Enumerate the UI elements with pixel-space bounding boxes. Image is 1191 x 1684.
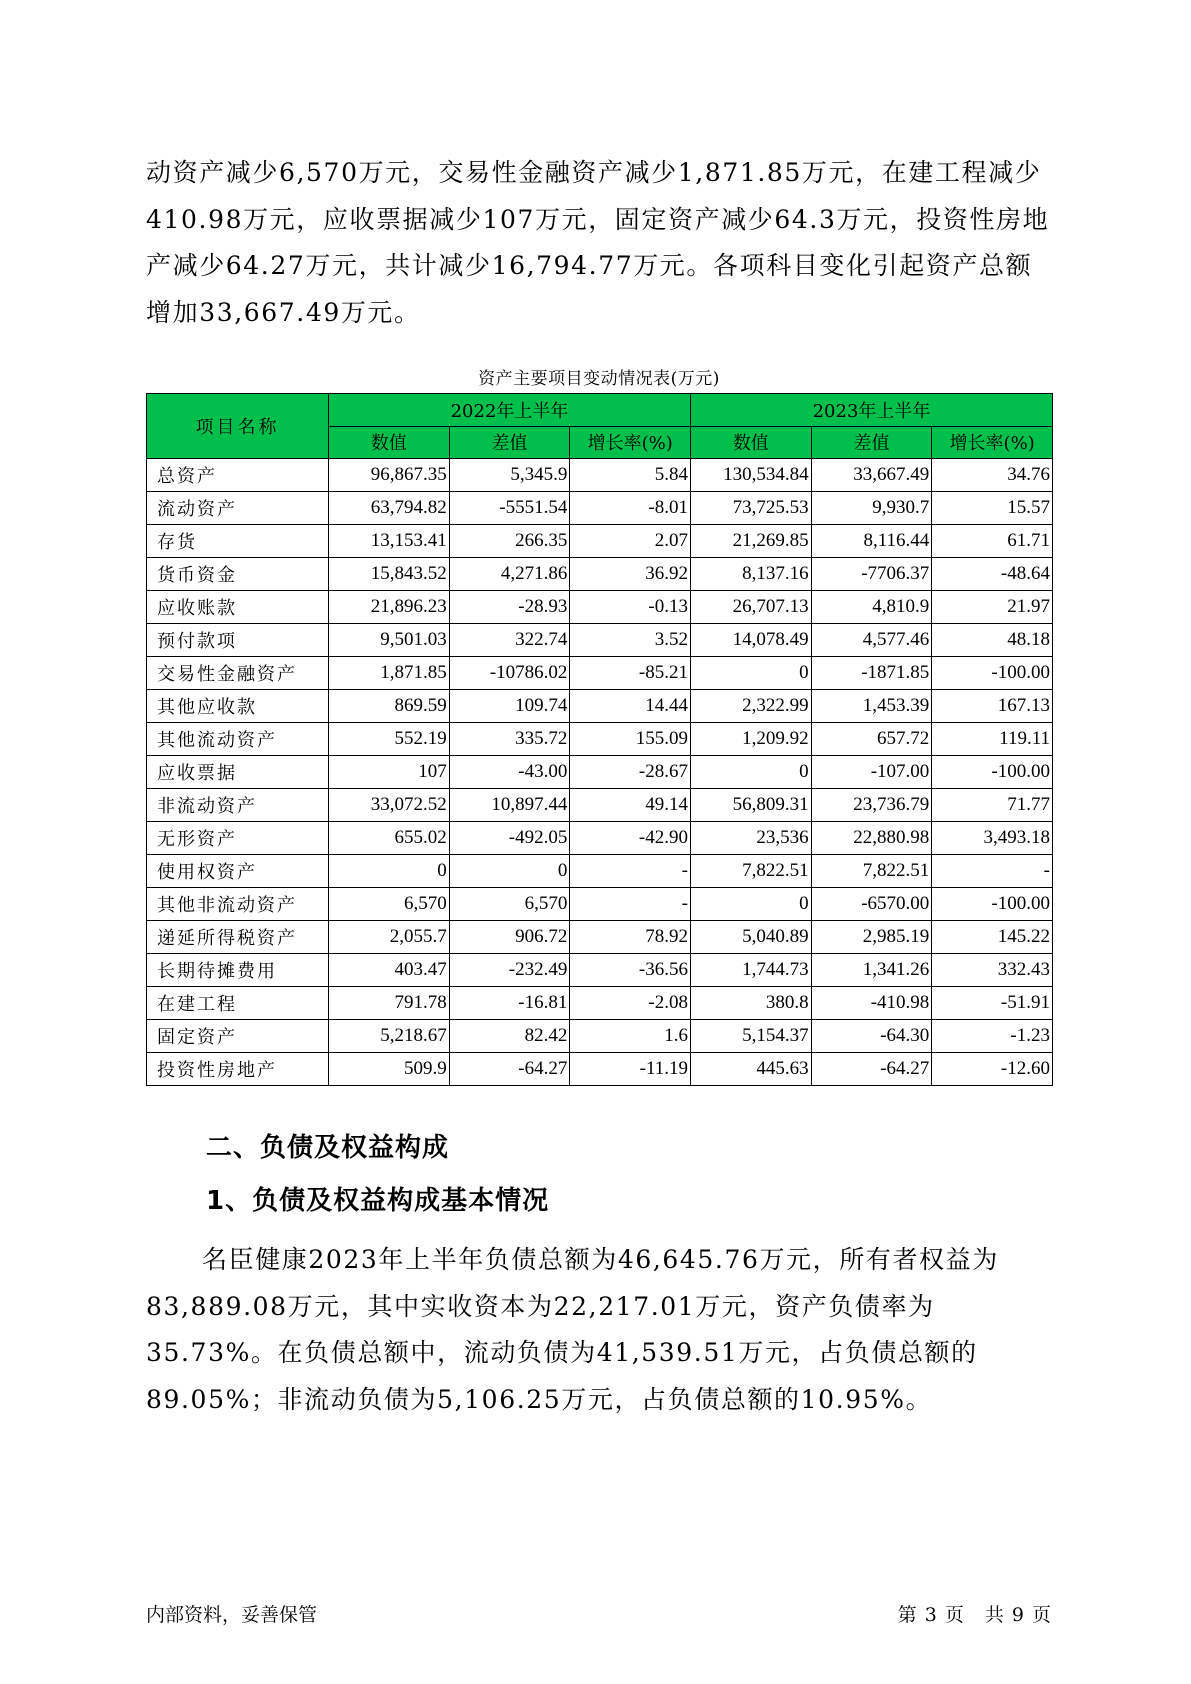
header-value-2022: 数值: [329, 426, 450, 459]
table-row: [147, 1020, 1053, 1053]
row-item-name: 其他非流动资产: [147, 888, 329, 921]
cell-r22: 14.44: [570, 690, 691, 723]
cell-d22: -10786.02: [449, 657, 570, 690]
cell-d23: 1,453.39: [811, 690, 932, 723]
cell-v22: 21,896.23: [329, 591, 450, 624]
body-paragraph-assets-summary: 动资产减少6,570万元，交易性金融资产减少1,871.85万元，在建工程减少410.98万元，应收票据减少107万元，固定资产减少64.3万元，投资性房地产减少64.27万元，共计减少16,794.77万元。各项科目变化引起资产总额增加33,667.49万元。: [146, 158, 1050, 327]
cell-v23: 7,822.51: [691, 855, 812, 888]
header-group-2022: 2022年上半年: [329, 394, 691, 427]
cell-d23: 2,985.19: [811, 921, 932, 954]
row-item-name: 应收账款: [147, 591, 329, 624]
cell-r22: -42.90: [570, 822, 691, 855]
header-rate-2022: 增长率(%): [570, 426, 691, 459]
cell-d22: 266.35: [449, 525, 570, 558]
cell-v23: 26,707.13: [691, 591, 812, 624]
table-row: [147, 1053, 1053, 1086]
row-item-name: 应收票据: [147, 756, 329, 789]
cell-r23: -12.60: [932, 1053, 1053, 1086]
cell-r22: -: [570, 855, 691, 888]
cell-r22: 1.6: [570, 1020, 691, 1053]
cell-d22: -64.27: [449, 1053, 570, 1086]
cell-v23: 1,209.92: [691, 723, 812, 756]
cell-v22: 552.19: [329, 723, 450, 756]
cell-v22: 791.78: [329, 987, 450, 1020]
table-body: [147, 459, 1053, 1086]
table-row: [147, 558, 1053, 591]
cell-v23: 5,040.89: [691, 921, 812, 954]
cell-d23: -410.98: [811, 987, 932, 1020]
cell-v22: 33,072.52: [329, 789, 450, 822]
cell-r23: 119.11: [932, 723, 1053, 756]
cell-v23: 380.8: [691, 987, 812, 1020]
row-item-name: 总资产: [147, 459, 329, 492]
cell-d22: 335.72: [449, 723, 570, 756]
table-row: [147, 822, 1053, 855]
table-row: [147, 888, 1053, 921]
cell-d23: 8,116.44: [811, 525, 932, 558]
row-item-name: 流动资产: [147, 492, 329, 525]
cell-d22: 109.74: [449, 690, 570, 723]
cell-v22: 509.9: [329, 1053, 450, 1086]
row-item-name: 非流动资产: [147, 789, 329, 822]
cell-v23: 56,809.31: [691, 789, 812, 822]
cell-d23: -1871.85: [811, 657, 932, 690]
cell-d22: 6,570: [449, 888, 570, 921]
cell-r23: 48.18: [932, 624, 1053, 657]
cell-d23: -6570.00: [811, 888, 932, 921]
cell-v23: 14,078.49: [691, 624, 812, 657]
cell-v22: 0: [329, 855, 450, 888]
cell-v22: 403.47: [329, 954, 450, 987]
table-row: [147, 492, 1053, 525]
cell-d22: -28.93: [449, 591, 570, 624]
cell-r23: 21.97: [932, 591, 1053, 624]
table-row: [147, 789, 1053, 822]
header-value-2023: 数值: [691, 426, 812, 459]
body-paragraph-liabilities-text: 名臣健康2023年上半年负债总额为46,645.76万元，所有者权益为83,889.08万元，其中实收资本为22,217.01万元，资产负债率为35.73%。在负债总额中，流动负债为41,539.51万元，占负债总额的89.05%；非流动负债为5,106.25万元，占负债总额的10.95%。: [146, 1245, 999, 1414]
cell-r22: 155.09: [570, 723, 691, 756]
header-diff-2022: 差值: [449, 426, 570, 459]
section-heading: 二、负债及权益构成: [206, 1133, 450, 1163]
cell-d23: 33,667.49: [811, 459, 932, 492]
header-diff-2023: 差值: [811, 426, 932, 459]
cell-v23: 445.63: [691, 1053, 812, 1086]
table-row: [147, 954, 1053, 987]
row-item-name: 预付款项: [147, 624, 329, 657]
cell-v22: 869.59: [329, 690, 450, 723]
table-caption: 资产主要项目变动情况表(万元): [478, 369, 720, 389]
table-row: [147, 690, 1053, 723]
cell-v23: 21,269.85: [691, 525, 812, 558]
cell-r23: 332.43: [932, 954, 1053, 987]
cell-r23: -1.23: [932, 1020, 1053, 1053]
cell-r23: 167.13: [932, 690, 1053, 723]
cell-r22: -28.67: [570, 756, 691, 789]
row-item-name: 交易性金融资产: [147, 657, 329, 690]
cell-r22: -: [570, 888, 691, 921]
row-item-name: 递延所得税资产: [147, 921, 329, 954]
cell-d23: -64.27: [811, 1053, 932, 1086]
footer-confidential-note: 内部资料，妥善保管: [146, 1604, 318, 1626]
cell-r22: 3.52: [570, 624, 691, 657]
cell-r23: 145.22: [932, 921, 1053, 954]
cell-d22: -43.00: [449, 756, 570, 789]
cell-v22: 96,867.35: [329, 459, 450, 492]
cell-d22: -5551.54: [449, 492, 570, 525]
cell-d23: 4,810.9: [811, 591, 932, 624]
cell-d23: -107.00: [811, 756, 932, 789]
cell-r22: -36.56: [570, 954, 691, 987]
cell-r23: -100.00: [932, 756, 1053, 789]
table-row: [147, 525, 1053, 558]
cell-r22: -8.01: [570, 492, 691, 525]
cell-r22: 36.92: [570, 558, 691, 591]
cell-v22: 6,570: [329, 888, 450, 921]
cell-d23: -64.30: [811, 1020, 932, 1053]
cell-v22: 2,055.7: [329, 921, 450, 954]
cell-r23: 15.57: [932, 492, 1053, 525]
row-item-name: 货币资金: [147, 558, 329, 591]
table-row: [147, 855, 1053, 888]
row-item-name: 固定资产: [147, 1020, 329, 1053]
cell-r22: 78.92: [570, 921, 691, 954]
table-row: [147, 723, 1053, 756]
cell-d22: 906.72: [449, 921, 570, 954]
cell-v22: 15,843.52: [329, 558, 450, 591]
cell-d23: 22,880.98: [811, 822, 932, 855]
cell-v23: 0: [691, 888, 812, 921]
row-item-name: 长期待摊费用: [147, 954, 329, 987]
cell-v22: 13,153.41: [329, 525, 450, 558]
cell-r22: 2.07: [570, 525, 691, 558]
table-row: [147, 591, 1053, 624]
cell-r22: -2.08: [570, 987, 691, 1020]
cell-v22: 655.02: [329, 822, 450, 855]
subsection-heading: 1、负债及权益构成基本情况: [206, 1186, 550, 1216]
cell-v22: 9,501.03: [329, 624, 450, 657]
cell-d22: 0: [449, 855, 570, 888]
cell-d22: 4,271.86: [449, 558, 570, 591]
cell-v23: 8,137.16: [691, 558, 812, 591]
row-item-name: 在建工程: [147, 987, 329, 1020]
cell-d23: 1,341.26: [811, 954, 932, 987]
cell-r23: 71.77: [932, 789, 1053, 822]
cell-v23: 0: [691, 756, 812, 789]
cell-r23: -100.00: [932, 657, 1053, 690]
cell-d22: -232.49: [449, 954, 570, 987]
cell-d23: 657.72: [811, 723, 932, 756]
table-row: [147, 624, 1053, 657]
cell-d22: -16.81: [449, 987, 570, 1020]
cell-d22: 322.74: [449, 624, 570, 657]
row-item-name: 存货: [147, 525, 329, 558]
table-row: [147, 921, 1053, 954]
cell-r23: -100.00: [932, 888, 1053, 921]
cell-d22: 10,897.44: [449, 789, 570, 822]
cell-v22: 107: [329, 756, 450, 789]
row-item-name: 其他流动资产: [147, 723, 329, 756]
row-item-name: 使用权资产: [147, 855, 329, 888]
cell-r23: 34.76: [932, 459, 1053, 492]
cell-v22: 63,794.82: [329, 492, 450, 525]
cell-d23: 7,822.51: [811, 855, 932, 888]
table-row: [147, 987, 1053, 1020]
cell-r23: -48.64: [932, 558, 1053, 591]
cell-v23: 1,744.73: [691, 954, 812, 987]
cell-d22: 82.42: [449, 1020, 570, 1053]
table-row: [147, 459, 1053, 492]
cell-r22: -0.13: [570, 591, 691, 624]
cell-v23: 2,322.99: [691, 690, 812, 723]
cell-r22: 5.84: [570, 459, 691, 492]
cell-v23: 130,534.84: [691, 459, 812, 492]
table-row: [147, 657, 1053, 690]
cell-d23: -7706.37: [811, 558, 932, 591]
row-item-name: 其他应收款: [147, 690, 329, 723]
cell-r23: -51.91: [932, 987, 1053, 1020]
cell-v23: 0: [691, 657, 812, 690]
body-paragraph-liabilities: [146, 1237, 1052, 1423]
header-group-2023: 2023年上半年: [691, 394, 1053, 427]
table-row: [147, 756, 1053, 789]
row-item-name: 投资性房地产: [147, 1053, 329, 1086]
cell-r22: -11.19: [570, 1053, 691, 1086]
cell-r23: 61.71: [932, 525, 1053, 558]
cell-v22: 1,871.85: [329, 657, 450, 690]
cell-v23: 5,154.37: [691, 1020, 812, 1053]
cell-v22: 5,218.67: [329, 1020, 450, 1053]
asset-change-table: [146, 393, 1053, 1086]
header-item-name: 项目名称: [147, 394, 329, 459]
header-rate-2023: 增长率(%): [932, 426, 1053, 459]
cell-d22: -492.05: [449, 822, 570, 855]
cell-r22: 49.14: [570, 789, 691, 822]
row-item-name: 无形资产: [147, 822, 329, 855]
cell-d23: 9,930.7: [811, 492, 932, 525]
cell-d22: 5,345.9: [449, 459, 570, 492]
cell-d23: 4,577.46: [811, 624, 932, 657]
cell-r22: -85.21: [570, 657, 691, 690]
cell-v23: 73,725.53: [691, 492, 812, 525]
cell-r23: -: [932, 855, 1053, 888]
footer-page-number: 第 3 页 共 9 页: [897, 1604, 1052, 1626]
cell-r23: 3,493.18: [932, 822, 1053, 855]
cell-v23: 23,536: [691, 822, 812, 855]
table-header-row-group: [147, 394, 1053, 427]
cell-d23: 23,736.79: [811, 789, 932, 822]
